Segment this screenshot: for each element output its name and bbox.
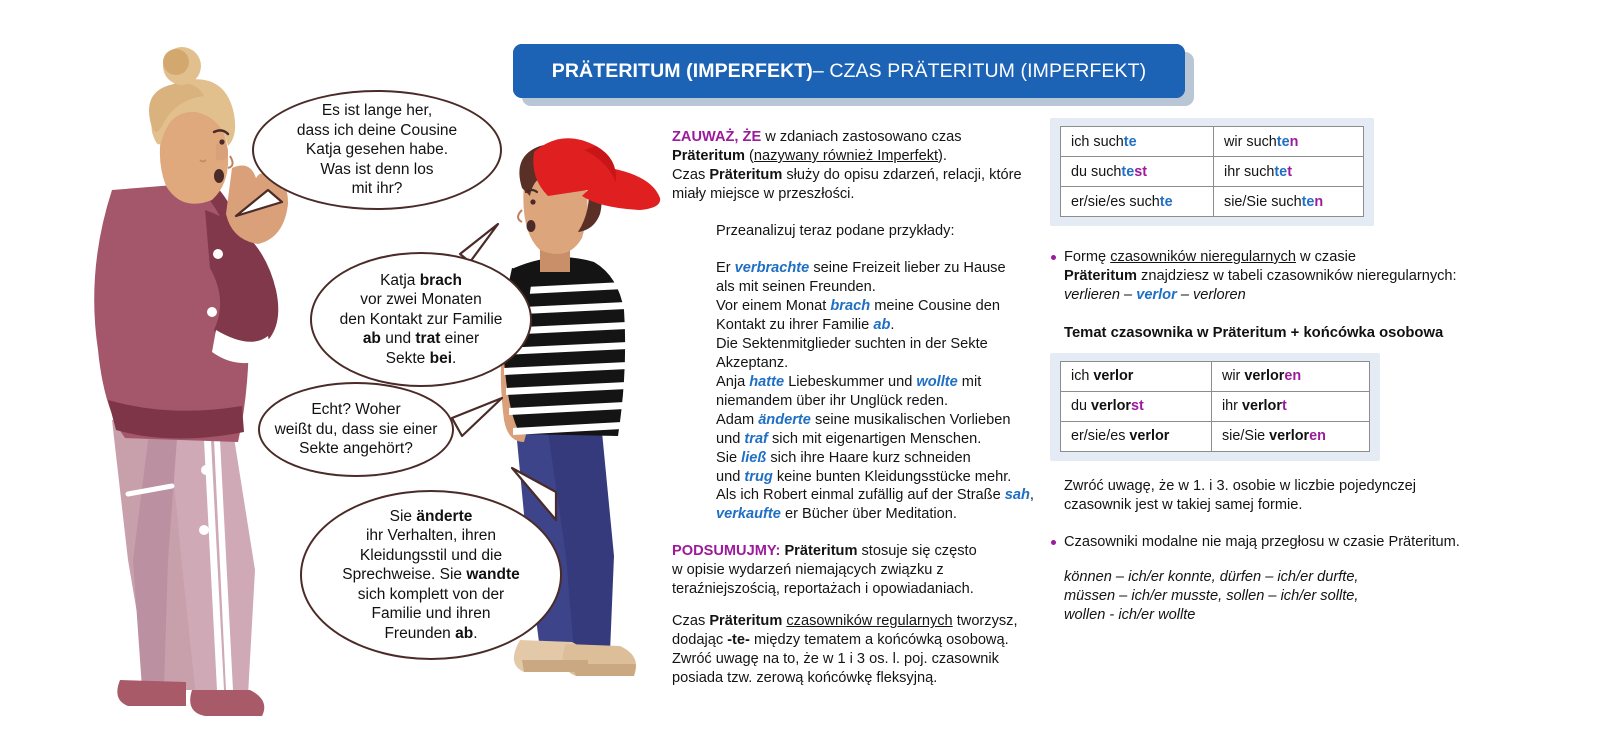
- stem-plus-ending-heading: Temat czasownika w Präteritum + końcówka osobowa: [1064, 324, 1444, 341]
- main-explanation-column: [672, 128, 1044, 688]
- table-row: [1061, 127, 1364, 157]
- page-title-strong: PRÄTERITUM (IMPERFEKT): [551, 59, 813, 82]
- page-title-banner: [513, 44, 1185, 98]
- regular-verbs-paragraph: Czas Präteritum czasowników regularnych tworzysz, dodając -te- między tematem a końcówką osobową. Zwróć uwagę na to, że w 1 i 3 os. l. poj. czasownik posiada tzw. zerową końcówkę fleksyjną.: [672, 613, 1018, 687]
- irregular-verbs-note: Formę czasowników nieregularnych w czasie Präteritum znajdziesz w tabeli czasowników nieregularnych: verlieren – verlor – verloren: [1050, 248, 1550, 305]
- note-zauwaz-paragraph: ZAUWAŻ, ŻE w zdaniach zastosowano czas Präteritum (nazywany również Imperfekt). Czas Präteritum służy do opisu zdarzeń, relacji, które miały miejsce w przeszłości.: [672, 129, 1022, 202]
- table-cell: ihr verlort: [1211, 391, 1369, 421]
- summary-paragraph: PODSUMUJMY: Präteritum stosuje się często w opisie wydarzeń niemających związku z teraźniejszością, reportażach i opowiadaniach.: [672, 543, 977, 598]
- table-row: [1061, 391, 1370, 421]
- page-title-rest: – CZAS PRÄTERITUM (IMPERFEKT): [812, 59, 1147, 82]
- speech-bubble-man-1: Katja brach vor zwei Monaten den Kontakt zur Familie ab und trat einer Sekte bei.: [310, 252, 532, 387]
- table-cell: ich verlor: [1061, 361, 1212, 391]
- modal-verbs-examples: können – ich/er konnte, dürfen – ich/er durfte, müssen – ich/er musste, sollen – ich/er sollte, wollen - ich/er wollte: [1064, 568, 1359, 623]
- table-cell: ihr suchtet: [1214, 157, 1364, 187]
- conjugation-table-verlieren: [1060, 361, 1370, 452]
- table-cell: er/sie/es suchte: [1061, 187, 1214, 217]
- table-row: [1061, 187, 1364, 217]
- table-cell: er/sie/es verlor: [1061, 421, 1212, 451]
- example-sentence: Sie ließ sich ihre Haare kurz schneiden und trug keine bunten Kleidungsstücke mehr.: [716, 449, 1012, 485]
- table-cell: wir suchten: [1214, 127, 1364, 157]
- example-sentence: Als ich Robert einmal zufällig auf der Straße sah, verkaufte er Bücher über Meditation.: [716, 487, 1034, 523]
- irregular-table-panel: [1050, 353, 1380, 461]
- modal-verbs-note: Czasowniki modalne nie mają przegłosu w czasie Präteritum.: [1050, 533, 1550, 552]
- speech-bubble-woman-1: Es ist lange her, dass ich deine Cousine Katja gesehen habe. Was ist denn los mit ihr?: [252, 90, 502, 210]
- table-cell: du verlorst: [1061, 391, 1212, 421]
- table-cell: ich suchte: [1061, 127, 1214, 157]
- table-cell: sie/Sie suchten: [1214, 187, 1364, 217]
- example-sentence: Die Sektenmitglieder suchten in der Sekte Akzeptanz.: [716, 335, 988, 371]
- table-row: [1061, 157, 1364, 187]
- table-cell: sie/Sie verloren: [1211, 421, 1369, 451]
- table-cell: du suchtest: [1061, 157, 1214, 187]
- tables-column: [1050, 118, 1550, 625]
- example-sentence: Anja hatte Liebeskummer und wollte mit niemandem über ihr Unglück reden.: [716, 373, 982, 409]
- same-form-note: Zwróć uwagę, że w 1. i 3. osobie w liczbie pojedynczej czasownik jest w takiej samej formie.: [1064, 477, 1417, 513]
- example-sentence: Vor einem Monat brach meine Cousine den Kontakt zu ihrer Familie ab.: [716, 297, 1000, 333]
- table-row: [1061, 361, 1370, 391]
- example-sentence: Adam änderte seine musikalischen Vorlieben und traf sich mit eigenartigen Menschen.: [716, 411, 1011, 447]
- table-row: [1061, 421, 1370, 451]
- speech-bubble-man-2: Sie änderte ihr Verhalten, ihren Kleidungsstil und die Sprechweise. Sie wandte sich komplett von der Familie und ihren Freunden ab.: [300, 490, 562, 660]
- speech-bubble-woman-2: Echt? Woher weißt du, dass sie einer Sekte angehört?: [258, 382, 454, 477]
- analyze-prompt: Przeanalizuj teraz podane przykłady:: [716, 222, 955, 239]
- conjugation-table-suchen: [1060, 126, 1364, 217]
- table-cell: wir verloren: [1211, 361, 1369, 391]
- example-sentence: Er verbrachte seine Freizeit lieber zu Hause als mit seinen Freunden.: [716, 259, 1006, 295]
- regular-table-panel: [1050, 118, 1374, 226]
